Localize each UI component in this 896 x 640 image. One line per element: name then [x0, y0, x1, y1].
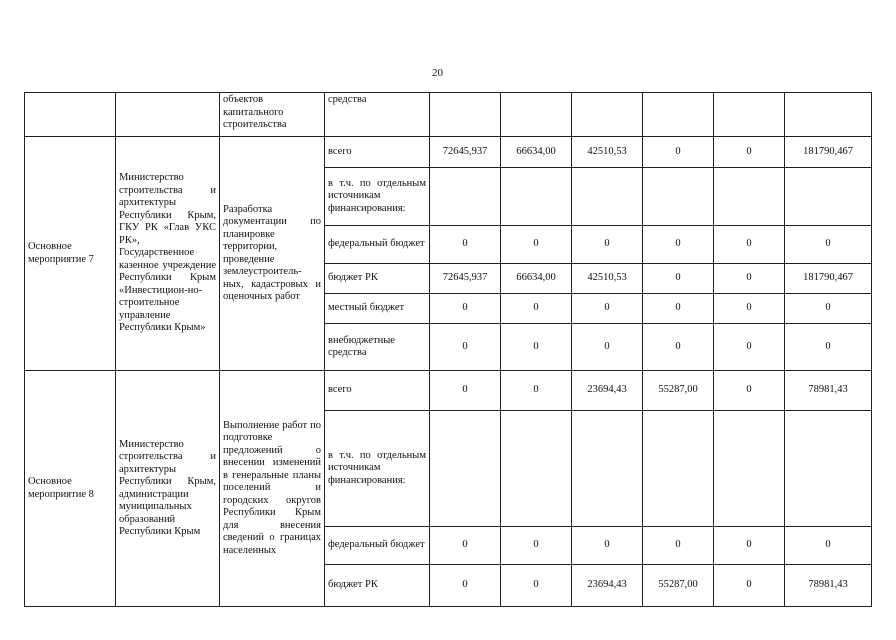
value-cell: 0 — [430, 565, 501, 607]
source-cell: федеральный бюджет — [325, 226, 430, 264]
value-cell: 181790,467 — [785, 264, 872, 294]
value-cell: 0 — [501, 226, 572, 264]
value-cell: 42510,53 — [572, 137, 643, 168]
source-cell: бюджет РК — [325, 565, 430, 607]
source-cell: в т.ч. по отдельным источникам финансирования: — [325, 168, 430, 226]
value-cell: 55287,00 — [643, 565, 714, 607]
value-cell: 55287,00 — [643, 371, 714, 411]
value-cell: 0 — [430, 324, 501, 371]
page-number: 20 — [432, 67, 443, 79]
value-cell: 0 — [501, 294, 572, 324]
value-cell — [430, 411, 501, 527]
value-cell — [714, 168, 785, 226]
value-cell: 42510,53 — [572, 264, 643, 294]
value-cell: 0 — [572, 527, 643, 565]
value-cell: 0 — [501, 324, 572, 371]
executor-cell: Министерство строительства и архитектуры Республики Крым, ГКУ РК «Глав УКС РК», Государственное казенное учреждение Республики Крым «Инвестицион-но-строительное управление Республики Крым» — [116, 137, 220, 371]
value-cell: 0 — [430, 226, 501, 264]
task-cell: Разработка документации по планировке территории, проведение землеустроитель-ных, кадастровых и оценочных работ — [220, 137, 325, 371]
table-row — [25, 93, 872, 137]
value-cell: 0 — [785, 324, 872, 371]
value-cell: 0 — [785, 527, 872, 565]
value-cell: 0 — [714, 264, 785, 294]
value-cell: 0 — [572, 294, 643, 324]
value-cell: 0 — [714, 137, 785, 168]
task-cell: Выполнение работ по подготовке предложений о внесении изменений в генеральные планы поселений и городских округов Республики Крым для внесения сведений о границах населенных — [220, 371, 325, 607]
value-cell: 0 — [714, 565, 785, 607]
source-cell: федеральный бюджет — [325, 527, 430, 565]
value-cell: 66634,00 — [501, 137, 572, 168]
value-cell — [572, 411, 643, 527]
value-cell: 0 — [501, 565, 572, 607]
value-cell — [643, 411, 714, 527]
value-cell — [572, 168, 643, 226]
value-cell: 23694,43 — [572, 371, 643, 411]
source-cell: внебюджетные средства — [325, 324, 430, 371]
task-cell: объектов капитального строительства — [220, 93, 325, 137]
value-cell: 0 — [643, 324, 714, 371]
value-cell: 78981,43 — [785, 371, 872, 411]
value-cell: 78981,43 — [785, 565, 872, 607]
value-cell: 23694,43 — [572, 565, 643, 607]
value-cell: 0 — [430, 527, 501, 565]
executor-cell: Министерство строительства и архитектуры Республики Крым, администрации муниципальных образований Республики Крым — [116, 371, 220, 607]
value-cell: 0 — [714, 294, 785, 324]
value-cell: 66634,00 — [501, 264, 572, 294]
value-cell — [714, 411, 785, 527]
value-cell: 0 — [714, 226, 785, 264]
value-cell — [501, 411, 572, 527]
value-cell: 0 — [643, 226, 714, 264]
value-cell: 0 — [430, 371, 501, 411]
source-cell: в т.ч. по отдельным источникам финансирования: — [325, 411, 430, 527]
source-cell: всего — [325, 371, 430, 411]
value-cell: 0 — [643, 137, 714, 168]
value-cell: 0 — [572, 324, 643, 371]
value-cell — [430, 168, 501, 226]
value-cell: 0 — [785, 226, 872, 264]
source-cell: средства — [325, 93, 430, 137]
value-cell — [501, 168, 572, 226]
value-cell: 72645,937 — [430, 137, 501, 168]
event-name: Основное мероприятие 7 — [25, 137, 116, 371]
value-cell: 0 — [572, 226, 643, 264]
value-cell — [643, 168, 714, 226]
value-cell — [785, 168, 872, 226]
value-cell: 0 — [643, 294, 714, 324]
value-cell: 0 — [501, 371, 572, 411]
table-row — [25, 371, 872, 411]
value-cell: 0 — [714, 371, 785, 411]
source-cell: всего — [325, 137, 430, 168]
value-cell: 0 — [643, 264, 714, 294]
value-cell: 72645,937 — [430, 264, 501, 294]
funding-table — [24, 92, 872, 607]
value-cell: 0 — [501, 527, 572, 565]
source-cell: бюджет РК — [325, 264, 430, 294]
value-cell: 0 — [714, 324, 785, 371]
value-cell: 0 — [643, 527, 714, 565]
value-cell — [785, 411, 872, 527]
source-cell: местный бюджет — [325, 294, 430, 324]
event-name: Основное мероприятие 8 — [25, 371, 116, 607]
table-row — [25, 137, 872, 168]
value-cell: 0 — [714, 527, 785, 565]
value-cell: 0 — [430, 294, 501, 324]
value-cell: 181790,467 — [785, 137, 872, 168]
value-cell: 0 — [785, 294, 872, 324]
